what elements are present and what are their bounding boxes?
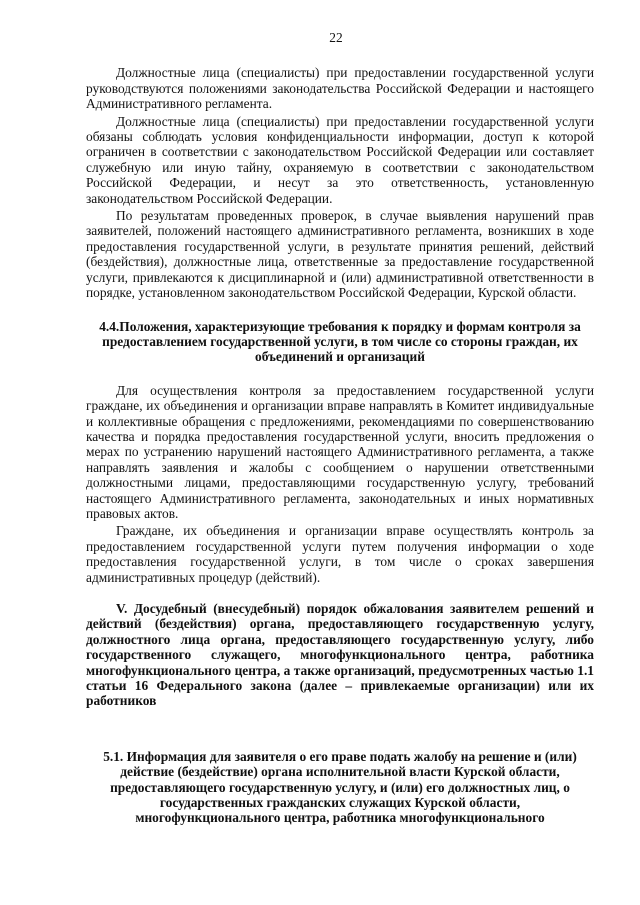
heading-section-5-1: 5.1. Информация для заявителя о его праве подать жалобу на решение и (или) действие (бездействие) органа исполнительной власти Курской области, предоставляющего государственную услугу, и (или) его должностных лиц, о государственных гражданских служащих Курской области, многофункционального центра, работника многофункционального <box>103 748 577 826</box>
paragraph-citizen-information: Граждане, их объединения и организации вправе осуществлять контроль за предоставлением государственной услуги путем получения информации о ходе предоставления государственной услуги, в том числе о сроках завершения административных процедур (действий). <box>86 523 594 585</box>
heading-section-5: V. Досудебный (внесудебный) порядок обжалования заявителем решений и действий (бездействия) органа, предоставляющего государственную услугу, должностного лица органа, предоставляющего государственную услугу, либо государственного служащего, многофункционального центра, работника многофункционального центра, а также организаций, предусмотренных частью 1.1 статьи 16 Федерального закона (далее – привлекаемые организации) или их работников <box>86 601 594 709</box>
document-page <box>86 30 594 826</box>
paragraph-officials-guidance: Должностные лица (специалисты) при предоставлении государственной услуги руководствуются положениями законодательства Российской Федерации и настоящего Административного регламента. <box>86 65 594 112</box>
heading-section-4-4: 4.4.Положения, характеризующие требования к порядку и формам контроля за предоставлением государственной услуги, в том числе со стороны граждан, их объединений и организаций <box>99 318 581 365</box>
page-number: 22 <box>329 30 343 45</box>
paragraph-confidentiality: Должностные лица (специалисты) при предоставлении государственной услуги обязаны соблюдать условия конфиденциальности информации, доступ к которой ограничен в соответствии с законодательством Российской Федерации или составляет служебную или иную тайну, охраняемую в соответствии с законодательством Российской Федерации, и несут за это ответственность, установленную законодательством Российской Федерации. <box>86 113 594 206</box>
paragraph-inspection-results: По результатам проведенных проверок, в случае выявления нарушений прав заявителей, положений настоящего административного регламента, возникших в ходе предоставления государственной услуги, в результате принятия решений, действий (бездействия), должностные лица, ответственные за предоставление государственной услуги, привлекаются к дисциплинарной и (или) административной ответственности в порядке, установленном законодательством Российской Федерации, Курской области. <box>86 208 594 301</box>
paragraph-citizen-control: Для осуществления контроля за предоставлением государственной услуги граждане, их объединения и организации вправе направлять в Комитет индивидуальные и коллективные обращения с предложениями, рекомендациями по совершенствованию качества и порядка предоставления государственной услуги, вносить предложения о мерах по устранению нарушений настоящего Административного регламента, а также направлять заявления и жалобы с сообщением о нарушении ответственными должностными лицами, предоставляющими государственную услугу, требований настоящего Административного регламента, законодательных и иных нормативных правовых актов. <box>86 382 594 521</box>
